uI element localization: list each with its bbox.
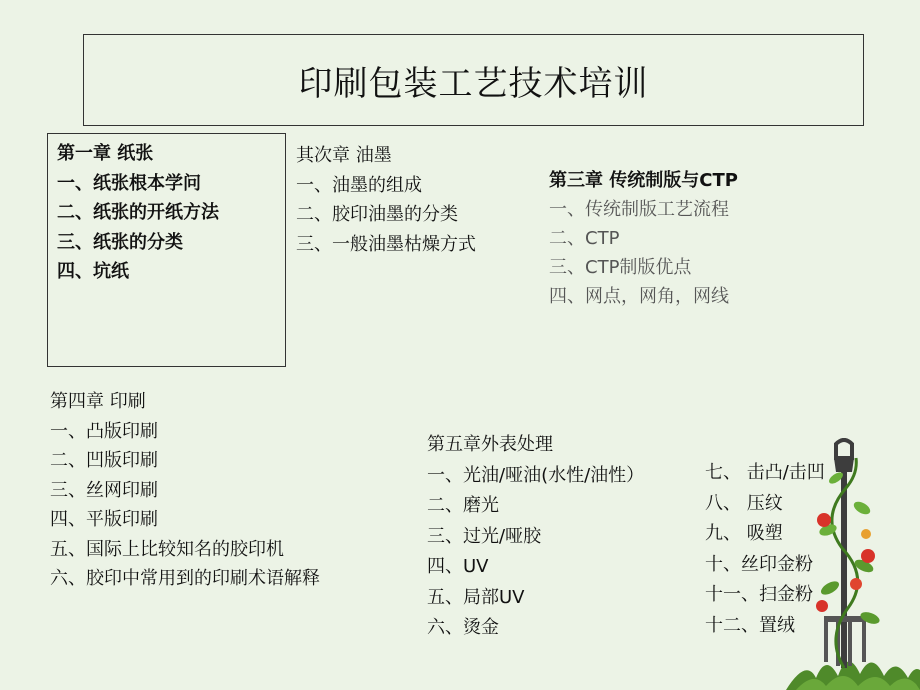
chapter1-item: 四、坑纸	[57, 261, 129, 282]
chapter5-item: 三、过光/哑胶	[427, 525, 542, 547]
chapter4-item: 三、丝网印刷	[50, 479, 158, 501]
chapter5-item: 九、 吸塑	[705, 523, 783, 544]
chapter4-item: 六、胶印中常用到的印刷术语解释	[50, 568, 320, 589]
chapter1-item: 二、纸张的开纸方法	[57, 202, 219, 223]
chapter1-section	[57, 139, 219, 287]
chapter5-section	[427, 430, 644, 644]
chapter4-item: 五、国际上比较知名的胶印机	[50, 538, 284, 560]
chapter3-item: 四、网点，网角，网线	[549, 286, 729, 307]
title-box	[83, 34, 864, 126]
chapter2-item: 二、胶印油墨的分类	[296, 204, 458, 225]
chapter5-item: 八、 压纹	[705, 492, 783, 514]
chapter3-item: 二、CTP	[549, 228, 620, 249]
chapter2-item: 三、一般油墨枯燥方式	[296, 233, 476, 255]
chapter5-item: 十一、扫金粉	[705, 584, 813, 605]
chapter5-item: 十、丝印金粉	[705, 553, 813, 575]
chapter4-item: 二、凹版印刷	[50, 450, 158, 471]
chapter1-item: 一、纸张根本学问	[57, 172, 201, 194]
chapter1-item: 三、纸张的分类	[57, 231, 183, 253]
chapter5-item: 四、UV	[427, 556, 489, 577]
chapter5-item: 十二、置绒	[705, 614, 795, 636]
chapter3-item: 三、CTP制版优点	[549, 257, 692, 278]
chapter3-section	[549, 166, 738, 311]
chapter3-heading: 第三章 传统制版与CTP	[549, 170, 738, 191]
chapter1-heading: 第一章 纸张	[57, 143, 154, 164]
chapter5-item: 一、光油/哑油(水性/油性）	[427, 464, 645, 486]
chapter4-item: 一、凸版印刷	[50, 420, 158, 442]
chapter5-item: 五、局部UV	[427, 586, 525, 608]
chapter5-item: 七、 击凸/击凹	[705, 462, 825, 483]
garden-tool-plant-icon	[786, 438, 920, 690]
chapter5-item: 二、磨光	[427, 495, 499, 516]
chapter4-item: 四、平版印刷	[50, 509, 158, 530]
chapter4-heading: 第四章 印刷	[50, 391, 146, 412]
chapter5-item: 六、烫金	[427, 617, 499, 638]
chapter2-item: 一、油墨的组成	[296, 174, 422, 196]
chapter3-item: 一、传统制版工艺流程	[549, 199, 729, 220]
chapter4-section	[50, 387, 320, 594]
chapter2-section	[296, 141, 476, 259]
page-title: 印刷包装工艺技术培训	[298, 63, 649, 104]
chapter5-heading: 第五章外表处理	[427, 434, 553, 455]
chapter2-heading: 其次章 油墨	[296, 145, 392, 166]
